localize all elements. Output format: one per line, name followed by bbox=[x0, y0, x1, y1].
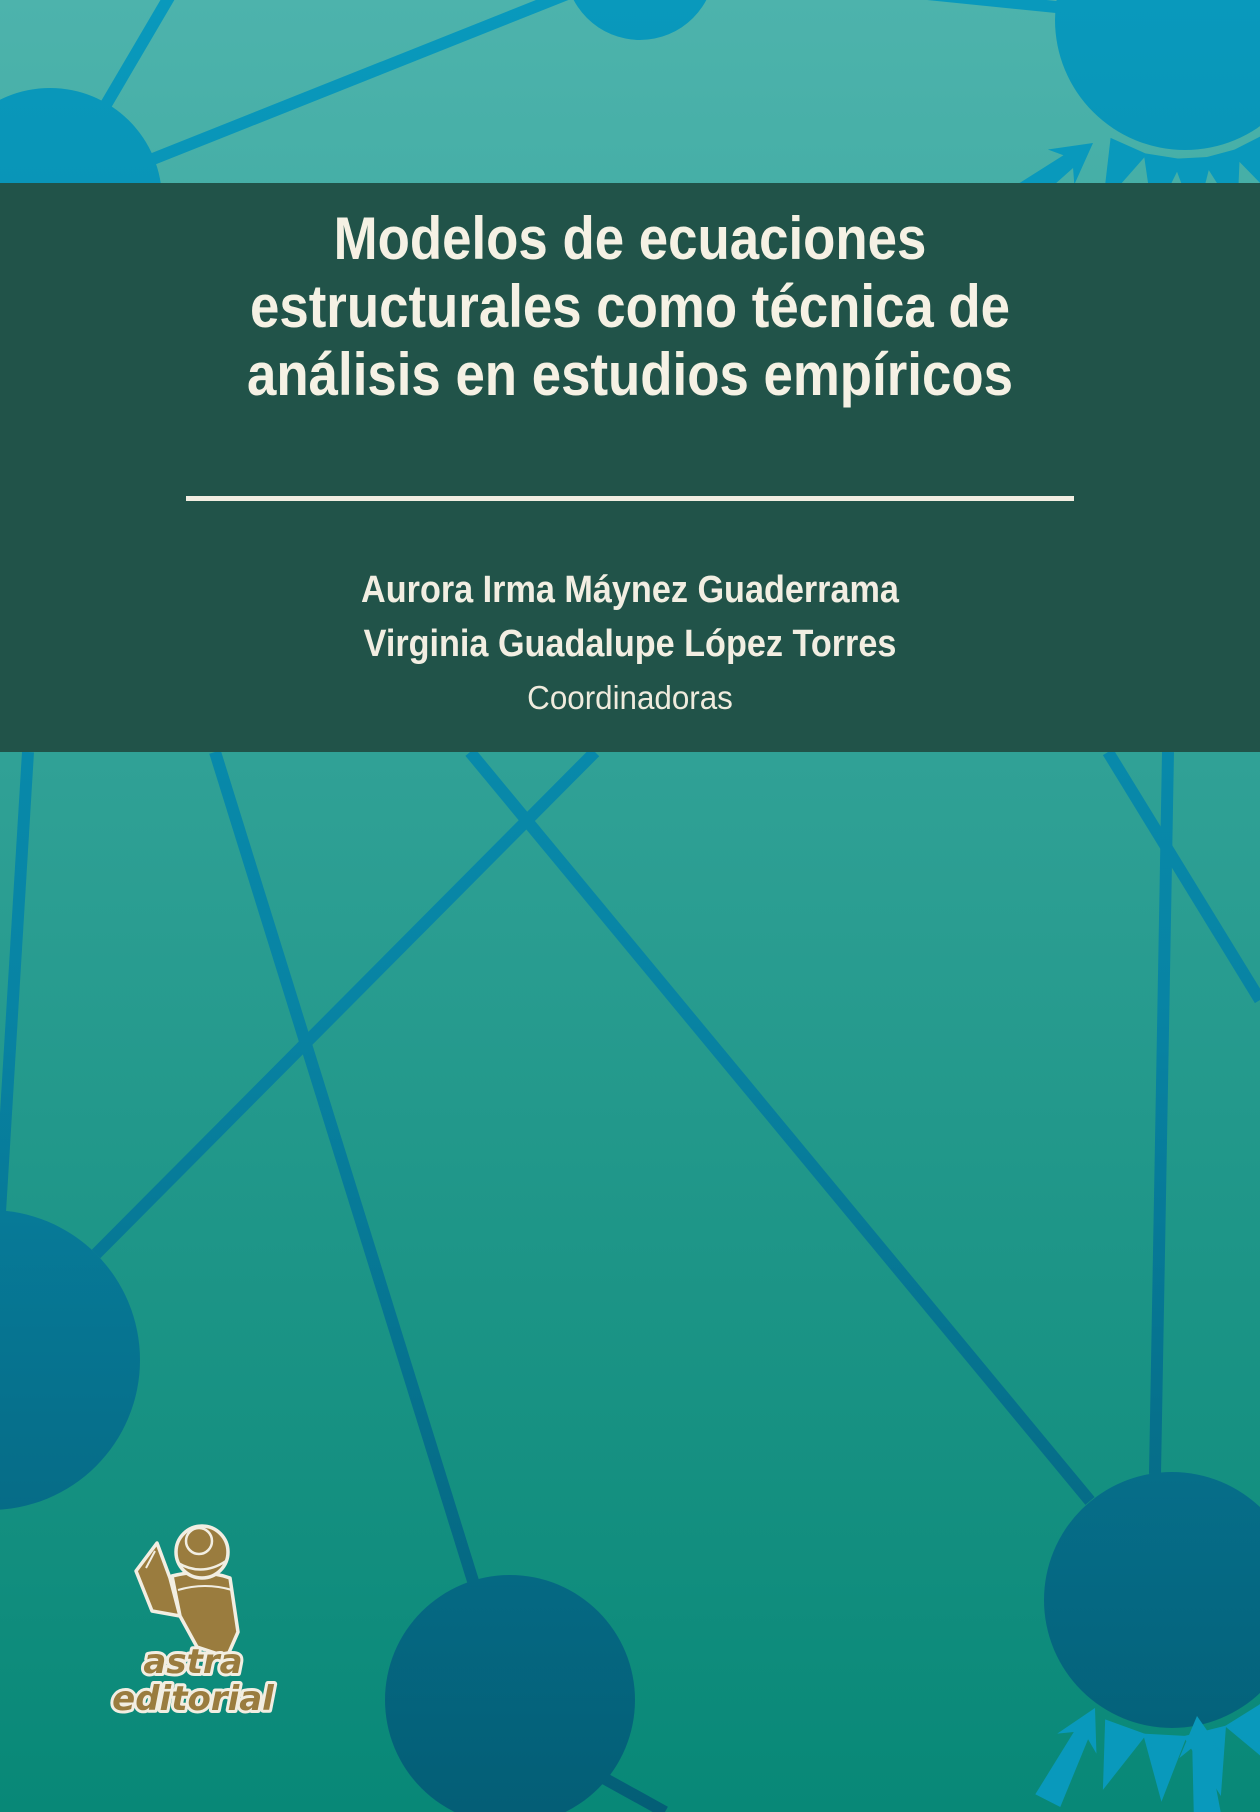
title-banner bbox=[0, 183, 1260, 752]
book-title-line-1: Modelos de ecuaciones bbox=[333, 205, 927, 272]
book-title-line-2: estructurales como técnica de bbox=[249, 273, 1011, 340]
book-title-line-3: análisis en estudios empíricos bbox=[247, 341, 1013, 408]
book-title bbox=[0, 205, 1260, 409]
author-name-2: Virginia Guadalupe López Torres bbox=[363, 623, 897, 665]
author-name-1: Aurora Irma Máynez Guaderrama bbox=[361, 569, 899, 611]
role-label: Coordinadoras bbox=[527, 679, 733, 716]
role-label-block bbox=[0, 677, 1260, 719]
separator-line bbox=[186, 496, 1074, 501]
authors-block bbox=[0, 563, 1260, 671]
publisher-tagline: editorial bbox=[112, 1679, 274, 1719]
publisher-name: astra bbox=[143, 1642, 243, 1682]
